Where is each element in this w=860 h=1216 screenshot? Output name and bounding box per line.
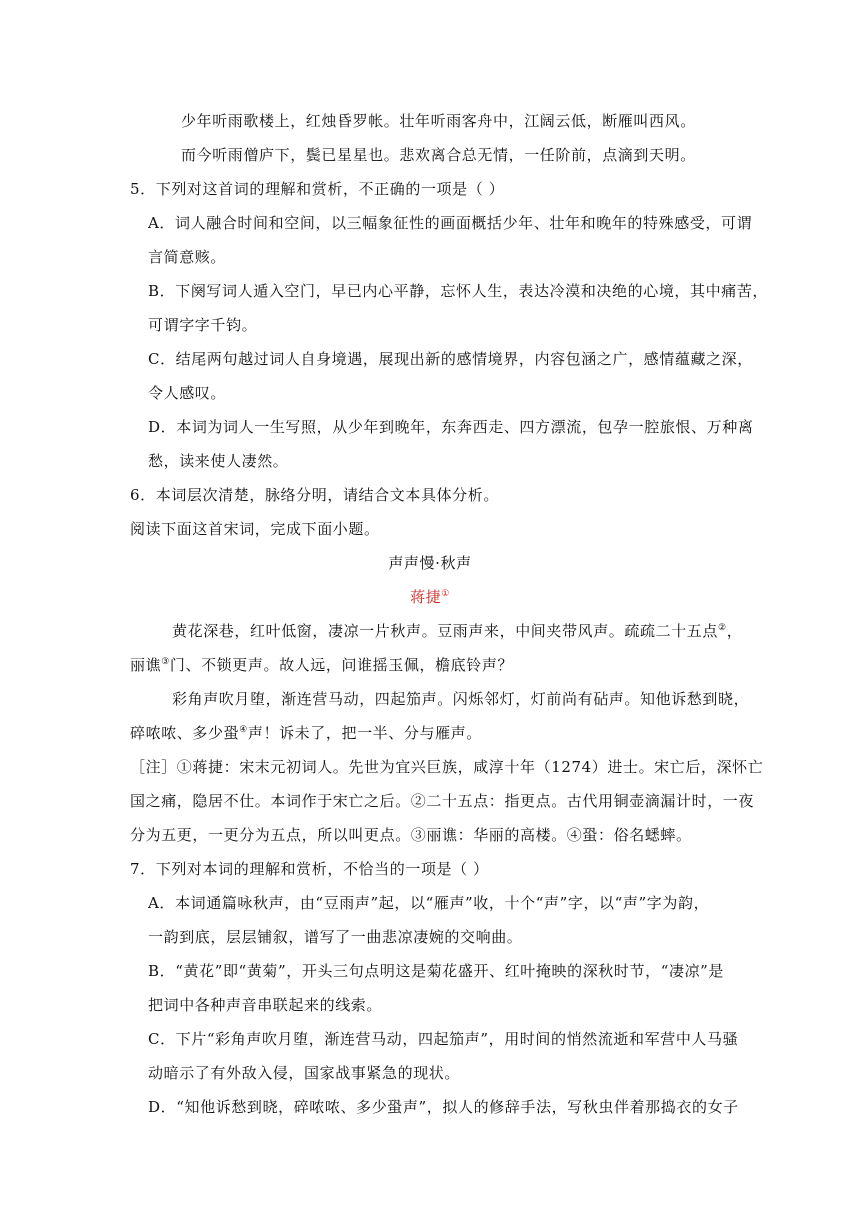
q5-option-c-line-1: C．结尾两句越过词人自身境遇，展现出新的感情境界，内容包涵之广，感情蕴藏之深， <box>148 350 753 368</box>
q5-option-d-line-1: D．本词为词人一生写照，从少年到晚年，东奔西走、四方漂流，包孕一腔旅恨、万种离 <box>148 418 754 436</box>
q5-option-a-line-1: A．词人融合时间和空间，以三幅象征性的画面概括少年、壮年和晚年的特殊感受，可谓 <box>148 214 753 232</box>
poem2-stanza1-line1: 黄花深巷，红叶低窗，凄凉一片秋声。豆雨声来，中间夹带风声。疏疏二十五点②， <box>172 622 743 640</box>
q5-option-a-line-2: 言简意赅。 <box>148 248 227 266</box>
notes-line-3: 分为五更，一更分为五点，所以叫更点。③丽谯：华丽的高楼。④蛩：俗名蟋蟀。 <box>130 826 692 844</box>
question-6-stem: 6．本词层次清楚，脉络分明，请结合文本具体分析。 <box>130 486 499 504</box>
poem2-stanza2-line1: 彩角声吹月堕，渐连营马动，四起笳声。闪烁邻灯，灯前尚有砧声。知他诉愁到晓， <box>172 690 750 708</box>
poem2-stanza2-line2: 碎哝哝、多少蛩④声！诉未了，把一半、分与雁声。 <box>130 724 482 742</box>
footnote-marker: ③ <box>161 657 170 667</box>
q7-option-c-line-1: C．下片“彩角声吹月堕，渐连营马动，四起笳声”，用时间的悄然流逝和军营中人马骚 <box>148 1030 739 1048</box>
q5-option-c-line-2: 令人感叹。 <box>148 384 227 402</box>
poem2-stanza1-line2: 丽谯③门、不锁更声。故人远，问谁摇玉佩，檐底铃声？ <box>130 656 514 674</box>
footnote-marker: ④ <box>239 725 248 735</box>
q7-option-d-line-1: D．“知他诉愁到晓，碎哝哝、多少蛩声”，拟人的修辞手法，写秋虫伴着那捣衣的女子 <box>148 1098 739 1116</box>
footnote-marker: ① <box>441 589 450 599</box>
question-5-stem: 5．下列对这首词的理解和赏析，不正确的一项是（ ） <box>130 180 505 198</box>
notes-line-2: 国之痛，隐居不仕。本词作于宋亡之后。②二十五点：指更点。古代用铜壶滴漏计时，一夜 <box>130 792 755 810</box>
poem-author: 蒋捷① <box>410 588 450 606</box>
question-7-stem: 7．下列对本词的理解和赏析，不恰当的一项是（ ） <box>130 860 489 878</box>
footnote-marker: ② <box>718 623 727 633</box>
notes-line-1: ［注］①蒋捷：宋末元初词人。先世为宜兴巨族，咸淳十年（1274）进士。宋亡后，深怀亡 <box>130 758 764 776</box>
poem-line-1: 少年听雨歌楼上，红烛昏罗帐。壮年听雨客舟中，江阔云低，断雁叫西风。 <box>181 112 696 130</box>
q5-option-d-line-2: 愁，读来使人凄然。 <box>148 452 289 470</box>
q7-option-c-line-2: 动暗示了有外敌入侵，国家战事紧急的现状。 <box>148 1064 461 1082</box>
reading-instruction: 阅读下面这首宋词，完成下面小题。 <box>130 520 380 538</box>
poem-line-2: 而今听雨僧庐下，鬓已星星也。悲欢离合总无情，一任阶前，点滴到天明。 <box>181 146 696 164</box>
q7-option-b-line-1: B．“黄花”即“黄菊”，开头三句点明这是菊花盛开、红叶掩映的深秋时节，“凄凉”是 <box>148 962 725 980</box>
q7-option-b-line-2: 把词中各种声音串联起来的线索。 <box>148 996 383 1014</box>
poem-title: 声声慢·秋声 <box>388 554 472 572</box>
q7-option-a-line-1: A．本词通篇咏秋声，由“豆雨声”起，以“雁声”收，十个“声”字，以“声”字为韵， <box>148 894 710 912</box>
q7-option-a-line-2: 一韵到底，层层铺叙，谱写了一曲悲凉凄婉的交响曲。 <box>148 928 523 946</box>
q5-option-b-line-1: B．下阕写词人遁入空门，早已内心平静，忘怀人生，表达冷漠和决绝的心境，其中痛苦， <box>148 282 769 300</box>
q5-option-b-line-2: 可谓字字千钧。 <box>148 316 258 334</box>
